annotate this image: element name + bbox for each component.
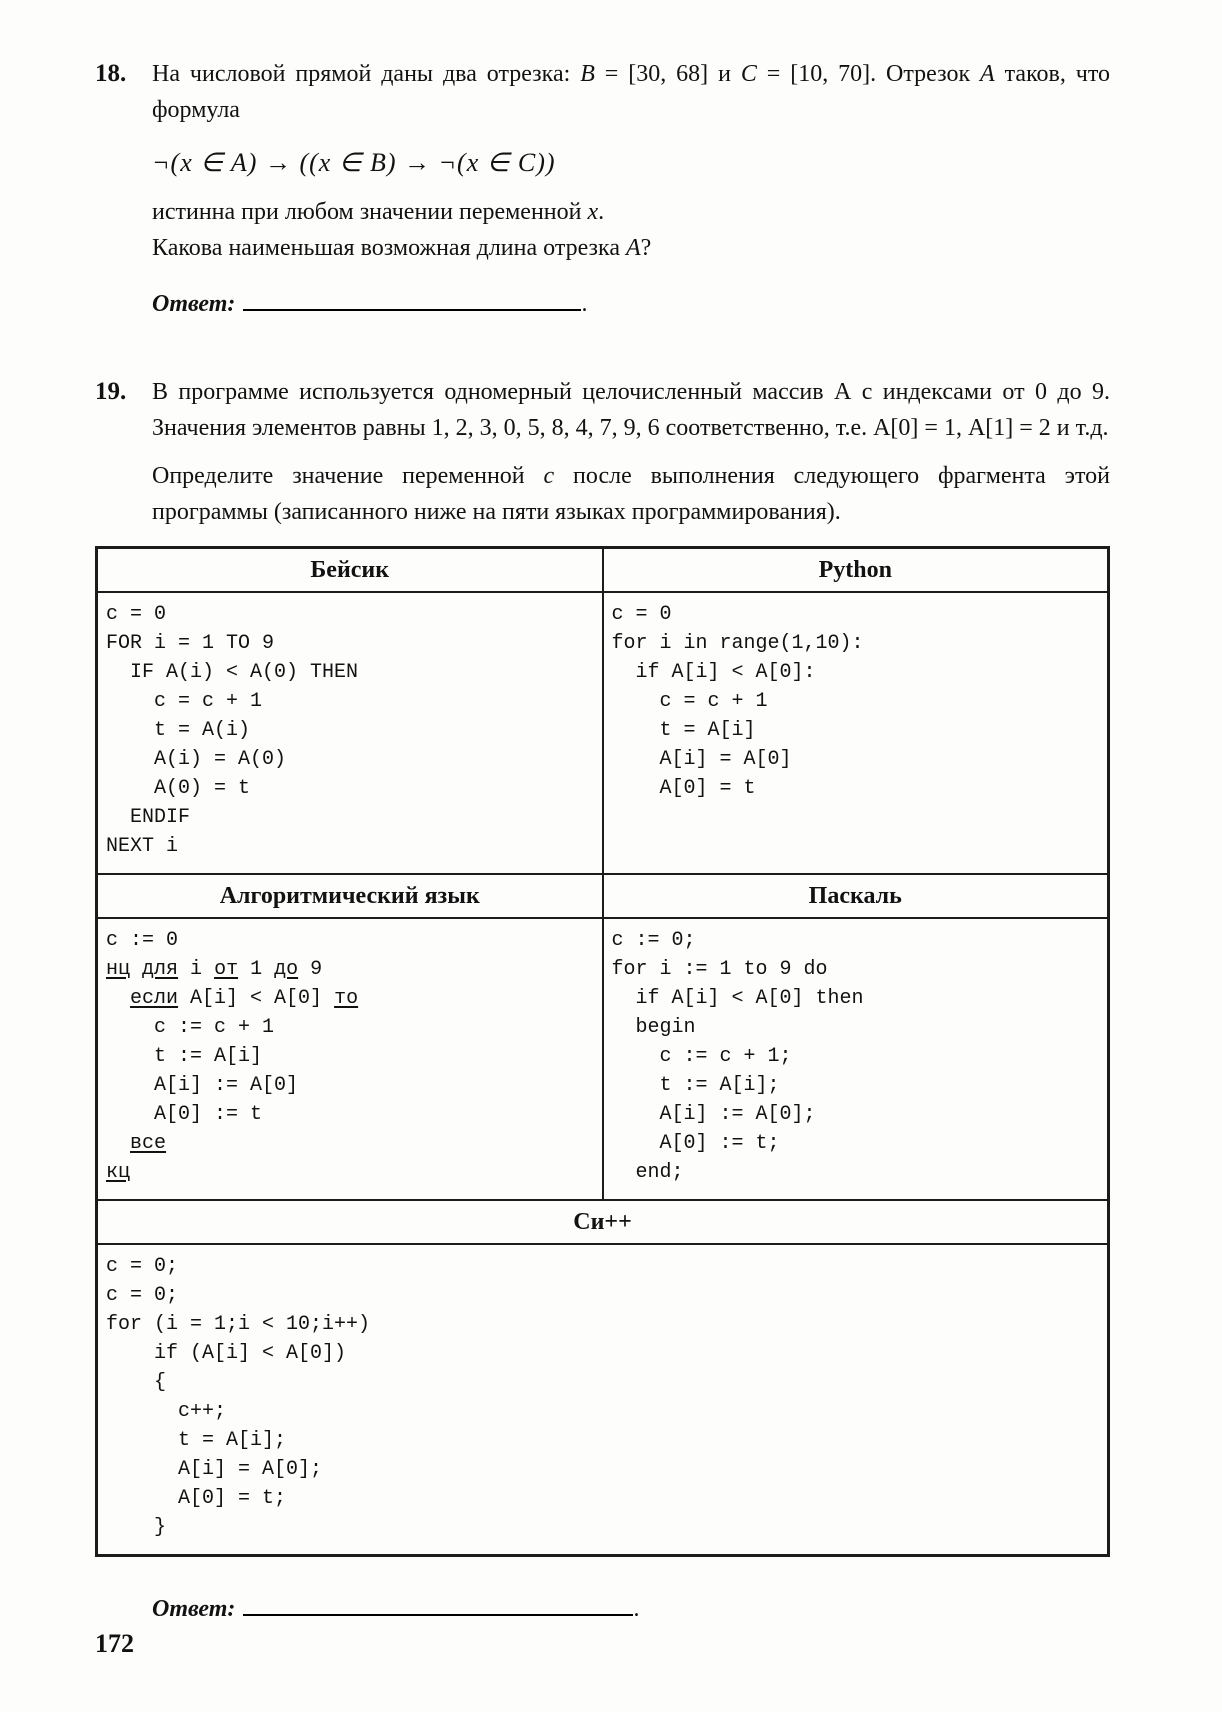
code-python: c = 0 for i in range(1,10): if A[i] < A[0]: c = c + 1 t = A[i] A[i] = A[0] A[0] = t (611, 603, 864, 800)
problem-19 (95, 374, 1110, 530)
lang-header-cpp: Си++ (97, 1200, 1109, 1244)
code-row-1 (97, 592, 1109, 874)
code-table (95, 546, 1110, 1557)
code-basic: c = 0 FOR i = 1 TO 9 IF A(i) < A(0) THEN c = c + 1 t = A(i) A(i) = A(0) A(0) = t ENDIF NEXT i (106, 603, 359, 858)
problem-18 (95, 56, 1110, 346)
problem-19-answer-line (152, 1591, 1110, 1627)
problem-18-number: 18. (95, 60, 127, 87)
problem-18-formula: ¬(x ∈ A) → ((x ∈ B) → ¬(x ∈ C)) (152, 148, 556, 177)
problem-18-body (152, 56, 1110, 346)
code-row-3 (97, 1244, 1109, 1556)
lang-header-row-2 (97, 874, 1109, 918)
page-number: 172 (95, 1629, 134, 1658)
answer-period: . (581, 291, 588, 317)
answer-blank (243, 289, 581, 311)
code-algo: c := 0 нц для i от 1 до 9 если A[i] < A[0] то c := c + 1 t := A[i] A[i] := A[0] A[0] := t все кц (106, 929, 359, 1184)
problem-18-condition: истинна при любом значении переменной x. (152, 199, 605, 225)
lang-header-row-3 (97, 1200, 1109, 1244)
code-cell-algo (97, 918, 603, 1200)
lang-header-python: Python (603, 548, 1109, 593)
answer-blank (243, 1594, 633, 1616)
answer-period: . (633, 1596, 640, 1622)
problem-18-intro: На числовой прямой даны два отрезка: B = [30, 68] и C = [10, 70]. Отрезок A таков, что формула (152, 61, 1111, 123)
problem-19-number: 19. (95, 378, 127, 405)
lang-header-algo: Алгоритмический язык (97, 874, 603, 918)
problem-19-body (152, 374, 1110, 530)
problem-19-task: Определите значение переменной c после выполнения следующего фрагмента этой программы (записанного ниже на пяти языках программирования). (152, 463, 1110, 525)
code-cell-python (603, 592, 1109, 874)
problem-18-question: Какова наименьшая возможная длина отрезка A? (152, 235, 652, 261)
code-pascal: c := 0; for i := 1 to 9 do if A[i] < A[0] then begin c := c + 1; t := A[i]; A[i] := A[0]; A[0] := t; end; (611, 929, 864, 1184)
answer-label: Ответ: (152, 1596, 236, 1622)
code-cell-basic (97, 592, 603, 874)
lang-header-row-1 (97, 548, 1109, 593)
code-cell-pascal (603, 918, 1109, 1200)
problem-19-intro: В программе используется одномерный целочисленный массив А с индексами от 0 до 9. Значения элементов равны 1, 2, 3, 0, 5, 8, 4, 7, 9, 6 соответственно, т.е. А[0] = 1, А[1] = 2 и т.д. (152, 379, 1110, 441)
lang-header-pascal: Паскаль (603, 874, 1109, 918)
code-cell-cpp (97, 1244, 1109, 1556)
answer-label: Ответ: (152, 291, 236, 317)
lang-header-basic: Бейсик (97, 548, 603, 593)
code-row-2 (97, 918, 1109, 1200)
code-cpp: c = 0; c = 0; for (i = 1;i < 10;i++) if (A[i] < A[0]) { c++; t = A[i]; A[i] = A[0]; A[0] = t; } (106, 1255, 371, 1539)
problem-18-answer-line (152, 286, 1110, 322)
